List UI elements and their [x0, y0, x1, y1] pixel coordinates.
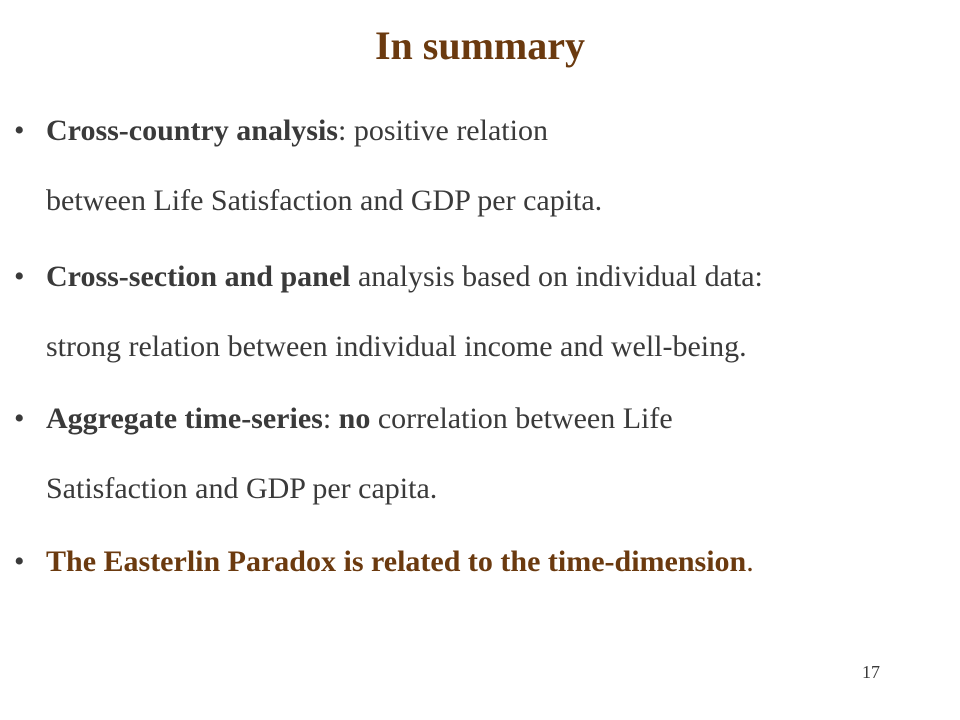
bullet-text-sep: :: [322, 402, 339, 435]
bullet-line: [46, 242, 946, 312]
bullet-text: [46, 242, 946, 382]
bullet-bold-term: Cross-country analysis: [46, 114, 338, 147]
bullet-text-rest: correlation between Life: [370, 402, 673, 435]
bullet-line: strong relation between individual income and well-being.: [46, 330, 747, 363]
bullet-marker: •: [14, 260, 25, 293]
bullet-bold-term: no: [338, 402, 371, 435]
bullet-marker: •: [14, 114, 25, 147]
bullet-marker: •: [14, 545, 25, 578]
bullet-bold-term: Cross-section and panel: [46, 260, 351, 293]
page-number: 17: [862, 662, 880, 682]
slide-title: In summary: [374, 23, 586, 68]
bullet-line: [46, 384, 946, 454]
bullet-marker: •: [14, 402, 25, 435]
bullet-line: between Life Satisfaction and GDP per capita.: [46, 184, 603, 217]
bullet-line: Satisfaction and GDP per capita.: [46, 472, 438, 505]
bullet-text-rest: : positive relation: [337, 114, 548, 147]
bullet-accent-statement: The Easterlin Paradox is related to the time-dimension: [46, 545, 747, 578]
bullet-line: [46, 96, 946, 166]
bullet-text: [46, 96, 946, 236]
bullet-bold-term: Aggregate time-series: [46, 402, 323, 435]
bullet-line: [46, 527, 946, 597]
bullet-text-rest: .: [746, 545, 754, 578]
bullet-text: [46, 527, 946, 597]
bullet-text: [46, 384, 946, 524]
bullet-text-rest: analysis based on individual data:: [350, 260, 763, 293]
